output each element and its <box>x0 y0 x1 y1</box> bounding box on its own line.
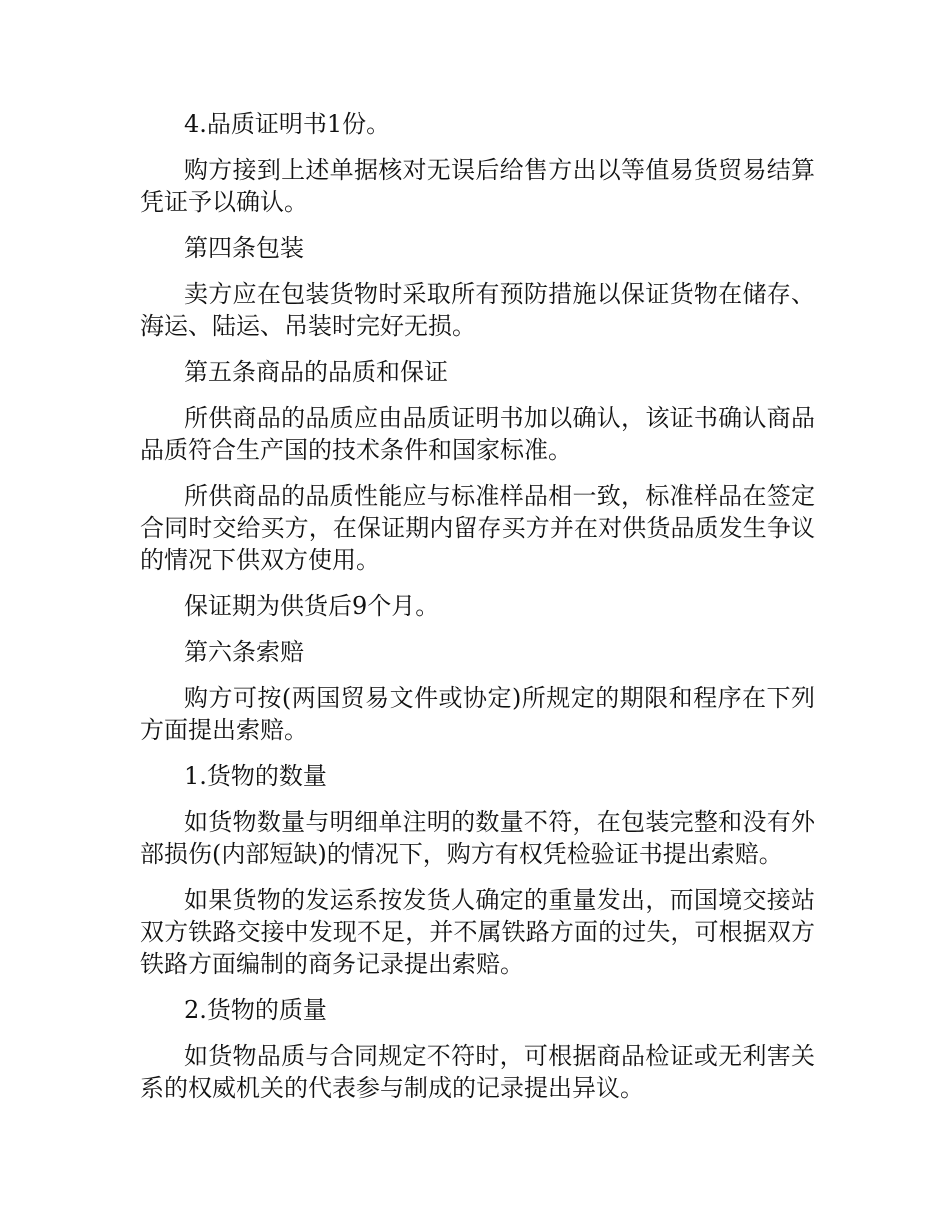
section-heading-packaging: 第四条包装 <box>184 234 304 262</box>
section-heading-claims: 第六条索赔 <box>184 638 304 666</box>
paragraph-claims-intro: 购方可按(两国贸易文件或协定)所规定的期限和程序在下列方面提出索赔。 <box>140 684 815 744</box>
paragraph-item-4-certificate: 4.品质证明书1份。 <box>184 110 391 138</box>
paragraph-weight-shortage: 如果货物的发运系按发货人确定的重量发出，而国境交接站双方铁路交接中发现不足，并不属铁路方面的过失，可根据双方铁路方面编制的商务记录提出索赔。 <box>140 886 815 978</box>
paragraph-quality-objection: 如货物品质与合同规定不符时，可根据商品检证或无利害关系的权威机关的代表参与制成的记录提出异议。 <box>140 1042 815 1102</box>
paragraph-standard-sample: 所供商品的品质性能应与标准样品相一致，标准样品在签定合同时交给买方，在保证期内留存买方并在对供货品质发生争议的情况下供双方使用。 <box>140 482 815 574</box>
paragraph-quality-certificate: 所供商品的品质应由品质证明书加以确认，该证书确认商品品质符合生产国的技术条件和国家标准。 <box>140 404 815 464</box>
subheading-quantity: 1.货物的数量 <box>184 762 327 790</box>
paragraph-packaging: 卖方应在包装货物时采取所有预防措施以保证货物在储存、海运、陆运、吊装时完好无损。 <box>140 280 815 340</box>
section-heading-quality-warranty: 第五条商品的品质和保证 <box>184 358 448 386</box>
paragraph-confirmation: 购方接到上述单据核对无误后给售方出以等值易货贸易结算凭证予以确认。 <box>140 156 815 216</box>
paragraph-warranty-period: 保证期为供货后9个月。 <box>184 592 440 620</box>
document-body <box>140 108 815 1118</box>
paragraph-quantity-mismatch: 如货物数量与明细单注明的数量不符，在包装完整和没有外部损伤(内部短缺)的情况下，购方有权凭检验证书提出索赔。 <box>140 808 815 868</box>
subheading-quality: 2.货物的质量 <box>184 996 327 1024</box>
